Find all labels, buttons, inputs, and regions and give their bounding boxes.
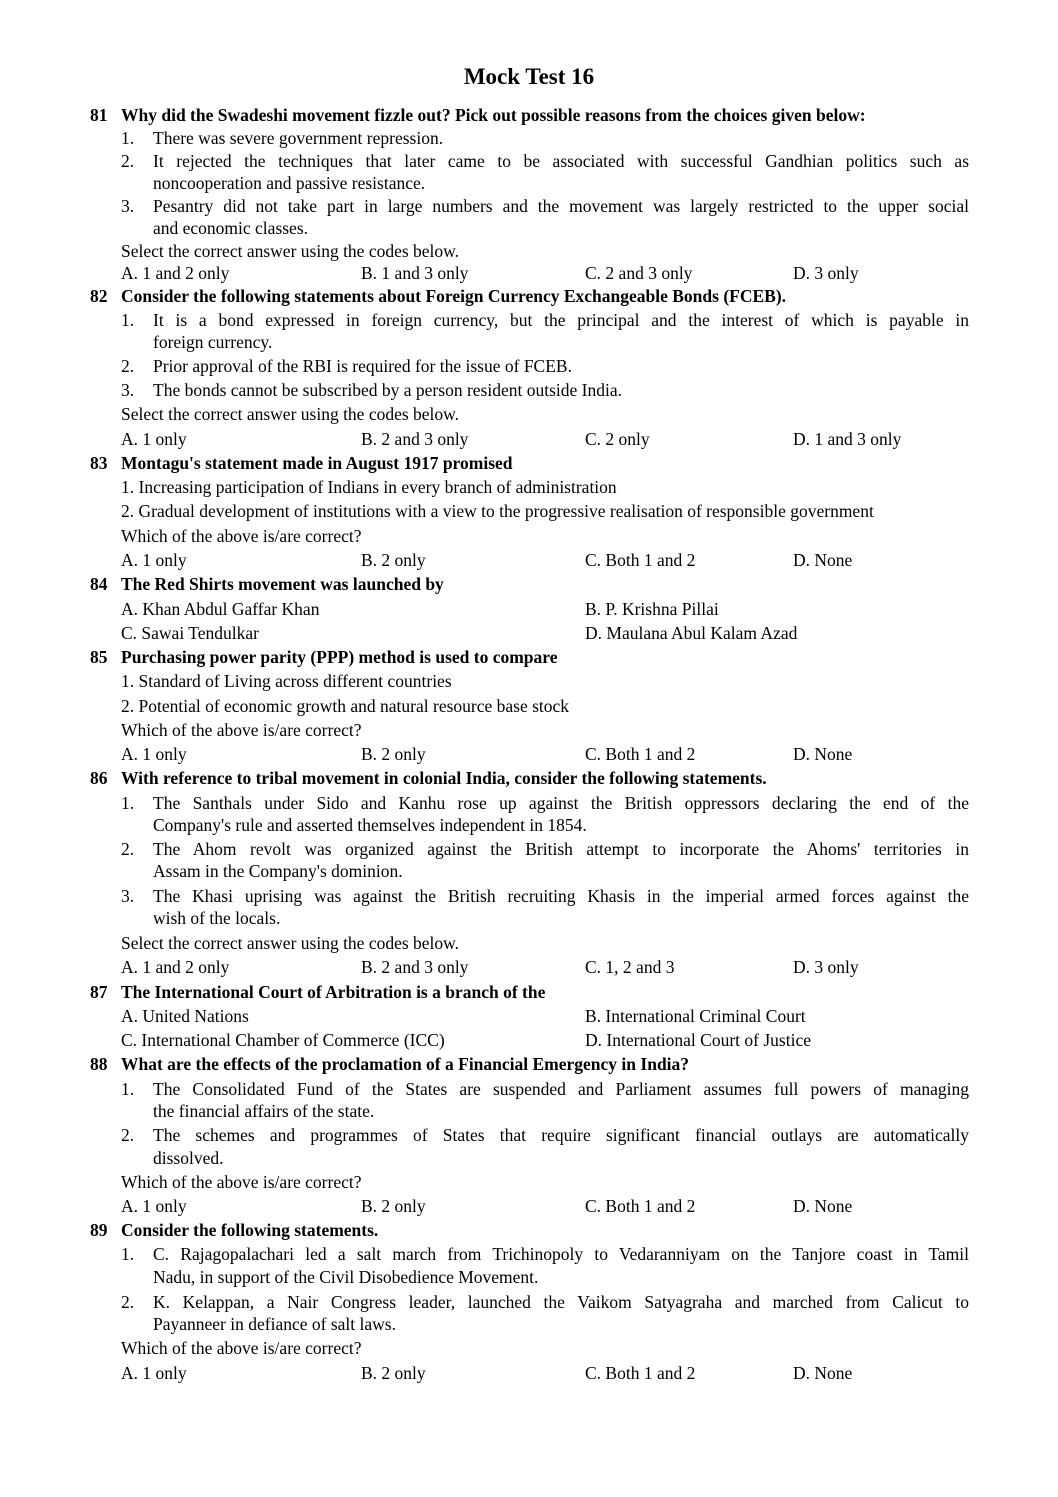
statement-text: dissolved. [153,1148,224,1168]
option-a[interactable]: A. Khan Abdul Gaffar Khan [121,599,320,619]
option-c[interactable]: C. Both 1 and 2 [585,744,696,764]
statement-text: 2. Potential of economic growth and natural resource base stock [121,696,570,716]
statement-text: It rejected the techniques that later came to be associated with successful Gandhian politics such as [153,151,969,171]
statement-text: It is a bond expressed in foreign currency, but the principal and the interest of which is payable in [153,310,969,330]
question-number: 88 [90,1054,108,1074]
statement-text: 1. Increasing participation of Indians in every branch of administration [121,477,617,497]
statement-text: 1. Standard of Living across different countries [121,671,452,691]
option-a[interactable]: A. 1 only [121,429,187,449]
prompt-text: Which of the above is/are correct? [121,1172,362,1192]
page-title: Mock Test 16 [463,64,595,89]
statement-text: The Khasi uprising was against the British recruiting Khasis in the imperial armed forces against the [153,886,969,906]
question-text: Purchasing power parity (PPP) method is used to compare [121,647,558,667]
option-a[interactable]: A. 1 and 2 only [121,263,230,283]
statement-text: The schemes and programmes of States that require significant financial outlays are automatically [153,1125,969,1145]
statement-text: The Consolidated Fund of the States are suspended and Parliament assumes full powers of managing [153,1079,969,1099]
statement-text: Assam in the Company's dominion. [153,861,403,881]
statement-text: There was severe government repression. [153,128,444,148]
question-text: Why did the Swadeshi movement fizzle out? Pick out possible reasons from the choices given below: [121,105,866,125]
statement-text: Nadu, in support of the Civil Disobedience Movement. [153,1267,539,1287]
statement-number: 3. [121,380,135,400]
option-a[interactable]: A. 1 and 2 only [121,957,230,977]
statement-text: and economic classes. [153,218,309,238]
statement-number: 1. [121,1079,135,1099]
question-text: What are the effects of the proclamation of a Financial Emergency in India? [121,1054,690,1074]
statement-text: The Ahom revolt was organized against the British attempt to incorporate the Ahoms' territories in [153,839,969,859]
statement-text: K. Kelappan, a Nair Congress leader, launched the Vaikom Satyagraha and marched from Calicut to [153,1292,969,1312]
question-text: With reference to tribal movement in colonial India, consider the following statements. [121,768,767,788]
option-b[interactable]: B. 2 and 3 only [361,429,469,449]
option-d[interactable]: D. None [793,1196,853,1216]
statement-number: 3. [121,196,135,216]
statement-text: noncooperation and passive resistance. [153,173,426,193]
statement-number: 2. [121,151,135,171]
option-c[interactable]: C. International Chamber of Commerce (ICC) [121,1030,445,1050]
option-a[interactable]: A. United Nations [121,1006,249,1026]
question-number: 86 [90,768,108,788]
option-c[interactable]: C. Both 1 and 2 [585,1363,696,1383]
option-c[interactable]: C. Both 1 and 2 [585,550,696,570]
statement-number: 1. [121,310,135,330]
question-number: 89 [90,1220,108,1240]
option-b[interactable]: B. 2 only [361,744,426,764]
statement-text: Prior approval of the RBI is required for the issue of FCEB. [153,356,572,376]
statement-text: the financial affairs of the state. [153,1101,375,1121]
option-c[interactable]: C. 2 only [585,429,650,449]
option-c[interactable]: C. 1, 2 and 3 [585,957,675,977]
statement-text: C. Rajagopalachari led a salt march from Trichinopoly to Vedaranniyam on the Tanjore coast in Tamil [153,1244,969,1264]
statement-number: 2. [121,356,135,376]
question-number: 83 [90,453,108,473]
statement-number: 1. [121,793,135,813]
statement-text: The bonds cannot be subscribed by a person resident outside India. [153,380,622,400]
question-number: 84 [90,574,108,594]
statement-text: Payanneer in defiance of salt laws. [153,1314,396,1334]
prompt-text: Which of the above is/are correct? [121,720,362,740]
option-a[interactable]: A. 1 only [121,744,187,764]
statement-text: foreign currency. [153,332,273,352]
option-d[interactable]: D. None [793,744,853,764]
option-a[interactable]: A. 1 only [121,550,187,570]
statement-number: 1. [121,128,135,148]
option-b[interactable]: B. 2 and 3 only [361,957,469,977]
option-d[interactable]: D. None [793,550,853,570]
question-number: 85 [90,647,108,667]
option-b[interactable]: B. International Criminal Court [585,1006,806,1026]
option-c[interactable]: C. Sawai Tendulkar [121,623,259,643]
option-c[interactable]: C. 2 and 3 only [585,263,693,283]
option-c[interactable]: C. Both 1 and 2 [585,1196,696,1216]
question-text: Consider the following statements about Foreign Currency Exchangeable Bonds (FCEB). [121,286,787,306]
option-d[interactable]: D. Maulana Abul Kalam Azad [585,623,798,643]
statement-number: 2. [121,839,135,859]
option-b[interactable]: B. 2 only [361,1363,426,1383]
question-text: Montagu's statement made in August 1917 promised [121,453,513,473]
prompt-text: Select the correct answer using the codes below. [121,241,460,261]
option-d[interactable]: D. None [793,1363,853,1383]
statement-text: 2. Gradual development of institutions with a view to the progressive realisation of responsible government [121,501,874,521]
prompt-text: Select the correct answer using the codes below. [121,404,460,424]
option-a[interactable]: A. 1 only [121,1196,187,1216]
option-d[interactable]: D. 1 and 3 only [793,429,902,449]
question-text: Consider the following statements. [121,1220,379,1240]
question-text: The International Court of Arbitration is a branch of the [121,982,546,1002]
statement-text: Company's rule and asserted themselves independent in 1854. [153,815,587,835]
option-b[interactable]: B. 1 and 3 only [361,263,469,283]
option-b[interactable]: B. 2 only [361,1196,426,1216]
option-a[interactable]: A. 1 only [121,1363,187,1383]
question-text: The Red Shirts movement was launched by [121,574,444,594]
question-number: 87 [90,982,108,1002]
option-d[interactable]: D. International Court of Justice [585,1030,811,1050]
statement-number: 1. [121,1244,135,1264]
question-number: 82 [90,286,108,306]
prompt-text: Which of the above is/are correct? [121,526,362,546]
option-d[interactable]: D. 3 only [793,263,859,283]
statement-number: 3. [121,886,135,906]
statement-number: 2. [121,1125,135,1145]
statement-text: The Santhals under Sido and Kanhu rose up against the British oppressors declaring the end of the [153,793,969,813]
prompt-text: Which of the above is/are correct? [121,1338,362,1358]
question-number: 81 [90,105,108,125]
statement-text: Pesantry did not take part in large numbers and the movement was largely restricted to the upper social [153,196,969,216]
statement-number: 2. [121,1292,135,1312]
statement-text: wish of the locals. [153,908,281,928]
prompt-text: Select the correct answer using the codes below. [121,933,460,953]
option-b[interactable]: B. 2 only [361,550,426,570]
option-d[interactable]: D. 3 only [793,957,859,977]
option-b[interactable]: B. P. Krishna Pillai [585,599,719,619]
